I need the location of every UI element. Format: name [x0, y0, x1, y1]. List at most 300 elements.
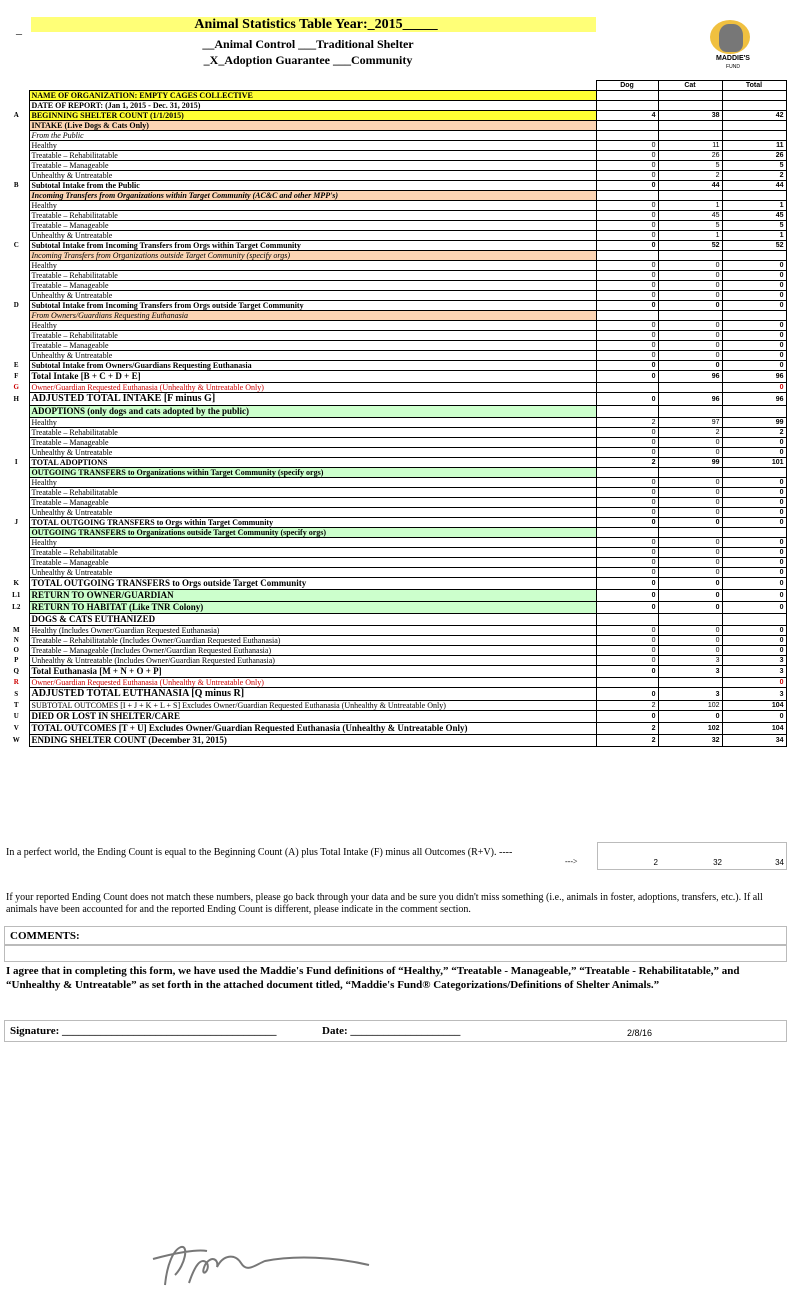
cell-dog: 0 [596, 636, 658, 646]
row-label: TOTAL ADOPTIONS [29, 458, 596, 468]
cell-total: 0 [722, 568, 786, 578]
row-letter: Q [13, 667, 19, 675]
cell-total: 0 [722, 646, 786, 656]
cell-cat: 0 [658, 301, 722, 311]
row-letter [4, 91, 29, 101]
cell-total: 0 [722, 331, 786, 341]
row-label: Healthy [29, 418, 596, 428]
statistics-table [4, 80, 787, 747]
cell-dog: 2 [596, 735, 658, 747]
table-row [4, 626, 786, 636]
row-letter [4, 351, 29, 361]
table-row [4, 666, 786, 678]
cell-cat: 11 [658, 141, 722, 151]
cell-total: 104 [722, 723, 786, 735]
table-header-row [4, 81, 786, 91]
cell-dog: 0 [596, 151, 658, 161]
row-letter [4, 121, 29, 131]
cell-cat: 99 [658, 458, 722, 468]
logo-subtext: FUND [726, 64, 740, 70]
cell-total: 5 [722, 161, 786, 171]
row-label: Healthy [29, 478, 596, 488]
cell-cat: 0 [658, 590, 722, 602]
cell-cat: 5 [658, 221, 722, 231]
cell-total: 0 [722, 602, 786, 614]
cell-cat: 0 [658, 548, 722, 558]
cell-cat: 2 [658, 171, 722, 181]
row-label: Treatable – Manageable [29, 558, 596, 568]
cell-dog [596, 101, 658, 111]
header-letter-cell [4, 81, 29, 91]
table-row [4, 271, 786, 281]
shelter-type-line-2: _X_Adoption Guarantee ___Community [203, 53, 413, 67]
cell-cat [658, 311, 722, 321]
cell-total: 0 [722, 548, 786, 558]
cell-cat: 0 [658, 646, 722, 656]
row-letter: A [13, 111, 19, 119]
cell-total: 0 [722, 291, 786, 301]
cell-dog: 0 [596, 281, 658, 291]
table-row [4, 101, 786, 111]
row-letter [4, 548, 29, 558]
cell-dog: 0 [596, 538, 658, 548]
column-header-dog: Dog [596, 81, 658, 91]
table-row [4, 311, 786, 321]
cell-cat: 102 [658, 701, 722, 711]
cell-dog: 0 [596, 626, 658, 636]
row-label: Treatable – Manageable [29, 161, 596, 171]
row-label: Healthy (Includes Owner/Guardian Requested Euthanasia) [29, 626, 596, 636]
cell-total: 1 [722, 201, 786, 211]
cell-cat [658, 191, 722, 201]
cell-total: 101 [722, 458, 786, 468]
cell-cat: 96 [658, 393, 722, 406]
cell-dog: 0 [596, 261, 658, 271]
cell-dog: 4 [596, 111, 658, 121]
table-row [4, 701, 786, 711]
comments-label: COMMENTS: [10, 930, 80, 942]
cell-dog: 2 [596, 418, 658, 428]
row-letter [4, 191, 29, 201]
cell-cat [658, 383, 722, 393]
row-letter [4, 151, 29, 161]
cell-total: 1 [722, 231, 786, 241]
cell-cat: 102 [658, 723, 722, 735]
row-letter [4, 291, 29, 301]
row-letter: R [13, 678, 19, 686]
cell-dog: 0 [596, 711, 658, 723]
row-letter [4, 438, 29, 448]
table-row [4, 361, 786, 371]
cell-total: 2 [722, 171, 786, 181]
row-letter: K [13, 579, 19, 587]
perfect-world-note: In a perfect world, the Ending Count is equal to the Beginning Count (A) plus Total Intake (F) minus all Outcomes (R+V). ---- [6, 847, 513, 858]
table-row [4, 351, 786, 361]
comments-box[interactable] [4, 926, 787, 946]
row-letter: L2 [12, 603, 21, 611]
cell-total: 0 [722, 261, 786, 271]
cell-total: 0 [722, 498, 786, 508]
row-label: TOTAL OUTGOING TRANSFERS to Orgs outside Target Community [29, 578, 596, 590]
table-row [4, 538, 786, 548]
row-label: ADJUSTED TOTAL EUTHANASIA [Q minus R] [29, 688, 596, 701]
row-letter: P [14, 656, 19, 664]
row-label: OUTGOING TRANSFERS to Organizations outside Target Community (specify orgs) [29, 528, 596, 538]
table-row [4, 508, 786, 518]
cell-total: 3 [722, 666, 786, 678]
cell-dog [596, 678, 658, 688]
row-letter [4, 428, 29, 438]
cell-cat: 0 [658, 626, 722, 636]
cell-cat: 0 [658, 488, 722, 498]
row-letter: J [14, 518, 18, 526]
date-value: 2/8/16 [627, 1028, 653, 1038]
maddies-fund-logo [704, 20, 762, 70]
cell-cat: 0 [658, 448, 722, 458]
row-letter [4, 478, 29, 488]
header-dash: _ [16, 22, 22, 36]
table-row [4, 131, 786, 141]
row-letter [4, 161, 29, 171]
cell-dog [596, 614, 658, 626]
row-letter [4, 341, 29, 351]
table-row [4, 498, 786, 508]
row-label: Unhealthy & Untreatable [29, 448, 596, 458]
cell-cat: 1 [658, 231, 722, 241]
table-row [4, 458, 786, 468]
cell-total: 0 [722, 711, 786, 723]
cell-total [722, 191, 786, 201]
cell-cat: 0 [658, 558, 722, 568]
cell-total: 0 [722, 578, 786, 590]
cell-dog: 0 [596, 548, 658, 558]
table-row [4, 251, 786, 261]
row-letter [4, 251, 29, 261]
table-row [4, 688, 786, 701]
cell-cat [658, 614, 722, 626]
row-letter: M [12, 626, 20, 634]
table-row [4, 468, 786, 478]
table-row [4, 191, 786, 201]
cell-dog: 0 [596, 171, 658, 181]
cell-dog [596, 191, 658, 201]
cell-dog: 0 [596, 271, 658, 281]
table-row [4, 448, 786, 458]
row-label: Healthy [29, 141, 596, 151]
cell-cat: 3 [658, 666, 722, 678]
row-label: TOTAL OUTGOING TRANSFERS to Orgs within Target Community [29, 518, 596, 528]
cell-total: 0 [722, 636, 786, 646]
cell-cat: 3 [658, 656, 722, 666]
table-row [4, 171, 786, 181]
row-label: Healthy [29, 261, 596, 271]
cell-dog: 0 [596, 602, 658, 614]
shelter-type-line-1: __Animal Control ___Traditional Shelter [202, 37, 414, 51]
cell-total: 0 [722, 351, 786, 361]
cell-total: 0 [722, 321, 786, 331]
row-letter [4, 321, 29, 331]
table-row [4, 438, 786, 448]
cell-cat: 0 [658, 636, 722, 646]
row-label: ADOPTIONS (only dogs and cats adopted by the public) [29, 406, 596, 418]
cell-total: 0 [722, 478, 786, 488]
row-letter [4, 281, 29, 291]
table-row [4, 111, 786, 121]
cell-dog: 0 [596, 393, 658, 406]
table-row [4, 383, 786, 393]
cell-total: 99 [722, 418, 786, 428]
cell-total: 0 [722, 590, 786, 602]
cell-cat: 45 [658, 211, 722, 221]
table-row [4, 723, 786, 735]
table-row [4, 231, 786, 241]
row-letter [4, 468, 29, 478]
row-letter: W [12, 736, 20, 744]
table-row [4, 406, 786, 418]
agreement-text: I agree that in completing this form, we have used the Maddie's Fund definitions of “Healthy,” “Treatable - Manageable,” “Treatable - Rehabilitatable,” and “Unhealthy & Untreatable” as set forth in the attached document titled, “Maddie's Fund® Categorizations/Definitions of Shelter Animals.” [6, 965, 740, 991]
cell-total [722, 528, 786, 538]
cell-total [722, 406, 786, 418]
table-row [4, 568, 786, 578]
row-label: NAME OF ORGANIZATION: EMPTY CAGES COLLECTIVE [29, 91, 596, 101]
row-label: Unhealthy & Untreatable [29, 171, 596, 181]
table-row [4, 261, 786, 271]
cell-dog: 0 [596, 221, 658, 231]
cell-total: 0 [722, 488, 786, 498]
cell-cat [658, 468, 722, 478]
row-letter: U [13, 712, 19, 720]
cell-cat: 96 [658, 371, 722, 383]
cell-cat: 0 [658, 711, 722, 723]
cell-dog: 0 [596, 331, 658, 341]
table-row [4, 614, 786, 626]
row-label: Unhealthy & Untreatable [29, 351, 596, 361]
row-letter: H [13, 394, 19, 403]
row-letter [4, 271, 29, 281]
row-label: Treatable – Manageable [29, 341, 596, 351]
row-letter [4, 528, 29, 538]
row-label: DIED OR LOST IN SHELTER/CARE [29, 711, 596, 723]
cell-cat: 0 [658, 538, 722, 548]
cell-dog [596, 121, 658, 131]
table-row [4, 181, 786, 191]
cell-total: 0 [722, 341, 786, 351]
table-row [4, 301, 786, 311]
cell-dog [596, 468, 658, 478]
cell-total: 0 [722, 558, 786, 568]
cell-dog [596, 311, 658, 321]
cell-total [722, 91, 786, 101]
row-label: Treatable – Rehabilitatable [29, 211, 596, 221]
row-label: Treatable – Rehabilitatable [29, 271, 596, 281]
row-letter: V [13, 724, 19, 732]
row-label: Unhealthy & Untreatable [29, 231, 596, 241]
cell-total: 104 [722, 701, 786, 711]
table-row [4, 291, 786, 301]
table-row [4, 211, 786, 221]
row-letter: I [14, 458, 18, 466]
cell-cat: 0 [658, 602, 722, 614]
cell-total [722, 468, 786, 478]
row-letter [4, 418, 29, 428]
row-letter [4, 231, 29, 241]
perfect-world-arrow: ---> [565, 857, 578, 866]
cell-total: 0 [722, 508, 786, 518]
row-label: Subtotal Intake from Incoming Transfers from Orgs within Target Community [29, 241, 596, 251]
row-letter [4, 131, 29, 141]
cell-total: 0 [722, 678, 786, 688]
cell-dog: 0 [596, 646, 658, 656]
row-letter: D [13, 301, 19, 309]
table-row [4, 602, 786, 614]
cell-cat: 0 [658, 351, 722, 361]
table-row [4, 478, 786, 488]
cell-total: 11 [722, 141, 786, 151]
row-label: Total Euthanasia [M + N + O + P] [29, 666, 596, 678]
cell-dog [596, 383, 658, 393]
table-row [4, 321, 786, 331]
cell-total: 44 [722, 181, 786, 191]
cell-total: 42 [722, 111, 786, 121]
row-label: OUTGOING TRANSFERS to Organizations within Target Community (specify orgs) [29, 468, 596, 478]
table-row [4, 418, 786, 428]
table-row [4, 528, 786, 538]
row-label: Treatable – Rehabilitatable (Includes Owner/Guardian Requested Euthanasia) [29, 636, 596, 646]
cell-dog [596, 251, 658, 261]
cell-dog: 0 [596, 518, 658, 528]
comments-field[interactable] [4, 944, 787, 962]
table-row [4, 161, 786, 171]
table-row [4, 656, 786, 666]
cell-cat [658, 121, 722, 131]
row-letter [4, 538, 29, 548]
row-label: Treatable – Rehabilitatable [29, 331, 596, 341]
cell-dog: 0 [596, 508, 658, 518]
cell-cat: 0 [658, 518, 722, 528]
cell-dog: 0 [596, 291, 658, 301]
table-row [4, 548, 786, 558]
row-letter [4, 211, 29, 221]
cell-dog: 0 [596, 448, 658, 458]
dog-icon [719, 24, 743, 52]
cell-cat [658, 101, 722, 111]
row-label: Treatable – Rehabilitatable [29, 488, 596, 498]
cell-total: 0 [722, 271, 786, 281]
cell-dog: 0 [596, 341, 658, 351]
row-letter [4, 498, 29, 508]
row-label: Treatable – Rehabilitatable [29, 428, 596, 438]
cell-cat: 0 [658, 291, 722, 301]
table-row [4, 201, 786, 211]
cell-cat: 0 [658, 331, 722, 341]
row-letter [4, 406, 29, 418]
row-label: Unhealthy & Untreatable (Includes Owner/Guardian Requested Euthanasia) [29, 656, 596, 666]
cell-cat: 0 [658, 478, 722, 488]
cell-dog [596, 131, 658, 141]
row-letter: N [13, 636, 19, 644]
row-letter [4, 221, 29, 231]
column-header-total: Total [722, 81, 786, 91]
row-label: Healthy [29, 538, 596, 548]
cell-dog: 0 [596, 231, 658, 241]
cell-dog: 0 [596, 578, 658, 590]
row-letter [4, 171, 29, 181]
row-label: Treatable – Manageable [29, 221, 596, 231]
row-letter [4, 448, 29, 458]
cell-total [722, 101, 786, 111]
row-letter: B [13, 181, 19, 189]
cell-total: 0 [722, 538, 786, 548]
row-letter [4, 261, 29, 271]
table-row [4, 121, 786, 131]
cell-total: 26 [722, 151, 786, 161]
cell-total [722, 311, 786, 321]
cell-total: 0 [722, 518, 786, 528]
cell-cat: 38 [658, 111, 722, 121]
cell-total: 45 [722, 211, 786, 221]
table-body [4, 91, 786, 747]
perfect-world-cat: 32 [713, 858, 722, 867]
cell-dog: 0 [596, 361, 658, 371]
perfect-world-total: 34 [775, 858, 784, 867]
row-letter [4, 508, 29, 518]
row-letter [4, 558, 29, 568]
handwritten-signature [145, 1235, 375, 1295]
cell-dog [596, 91, 658, 101]
row-letter [4, 141, 29, 151]
page-title: Animal Statistics Table Year:_2015_____ [194, 17, 438, 32]
cell-cat [658, 91, 722, 101]
cell-dog: 0 [596, 301, 658, 311]
cell-total: 96 [722, 393, 786, 406]
row-label: Subtotal Intake from the Public [29, 181, 596, 191]
cell-dog: 2 [596, 723, 658, 735]
table-row [4, 91, 786, 101]
cell-dog: 0 [596, 141, 658, 151]
cell-total: 0 [722, 281, 786, 291]
cell-dog: 0 [596, 590, 658, 602]
row-label: INTAKE (Live Dogs & Cats Only) [29, 121, 596, 131]
cell-total: 0 [722, 438, 786, 448]
cell-cat: 26 [658, 151, 722, 161]
date-label: Date: ____________________ [322, 1025, 461, 1037]
cell-dog: 0 [596, 161, 658, 171]
cell-total: 3 [722, 688, 786, 701]
table-row [4, 678, 786, 688]
cell-total [722, 121, 786, 131]
row-label: RETURN TO OWNER/GUARDIAN [29, 590, 596, 602]
row-letter [4, 201, 29, 211]
cell-cat: 52 [658, 241, 722, 251]
table-row [4, 711, 786, 723]
cell-dog: 2 [596, 701, 658, 711]
cell-dog: 0 [596, 181, 658, 191]
table-row [4, 151, 786, 161]
row-label: ENDING SHELTER COUNT (December 31, 2015) [29, 735, 596, 747]
row-letter: S [14, 689, 19, 698]
cell-cat: 0 [658, 271, 722, 281]
cell-dog: 0 [596, 428, 658, 438]
cell-total: 3 [722, 656, 786, 666]
cell-total: 0 [722, 361, 786, 371]
row-label: Treatable – Manageable [29, 438, 596, 448]
cell-cat: 2 [658, 428, 722, 438]
table-row [4, 341, 786, 351]
row-letter: F [14, 372, 19, 380]
row-label: Subtotal Intake from Owners/Guardians Requesting Euthanasia [29, 361, 596, 371]
row-label: Treatable – Manageable [29, 498, 596, 508]
row-letter [4, 331, 29, 341]
